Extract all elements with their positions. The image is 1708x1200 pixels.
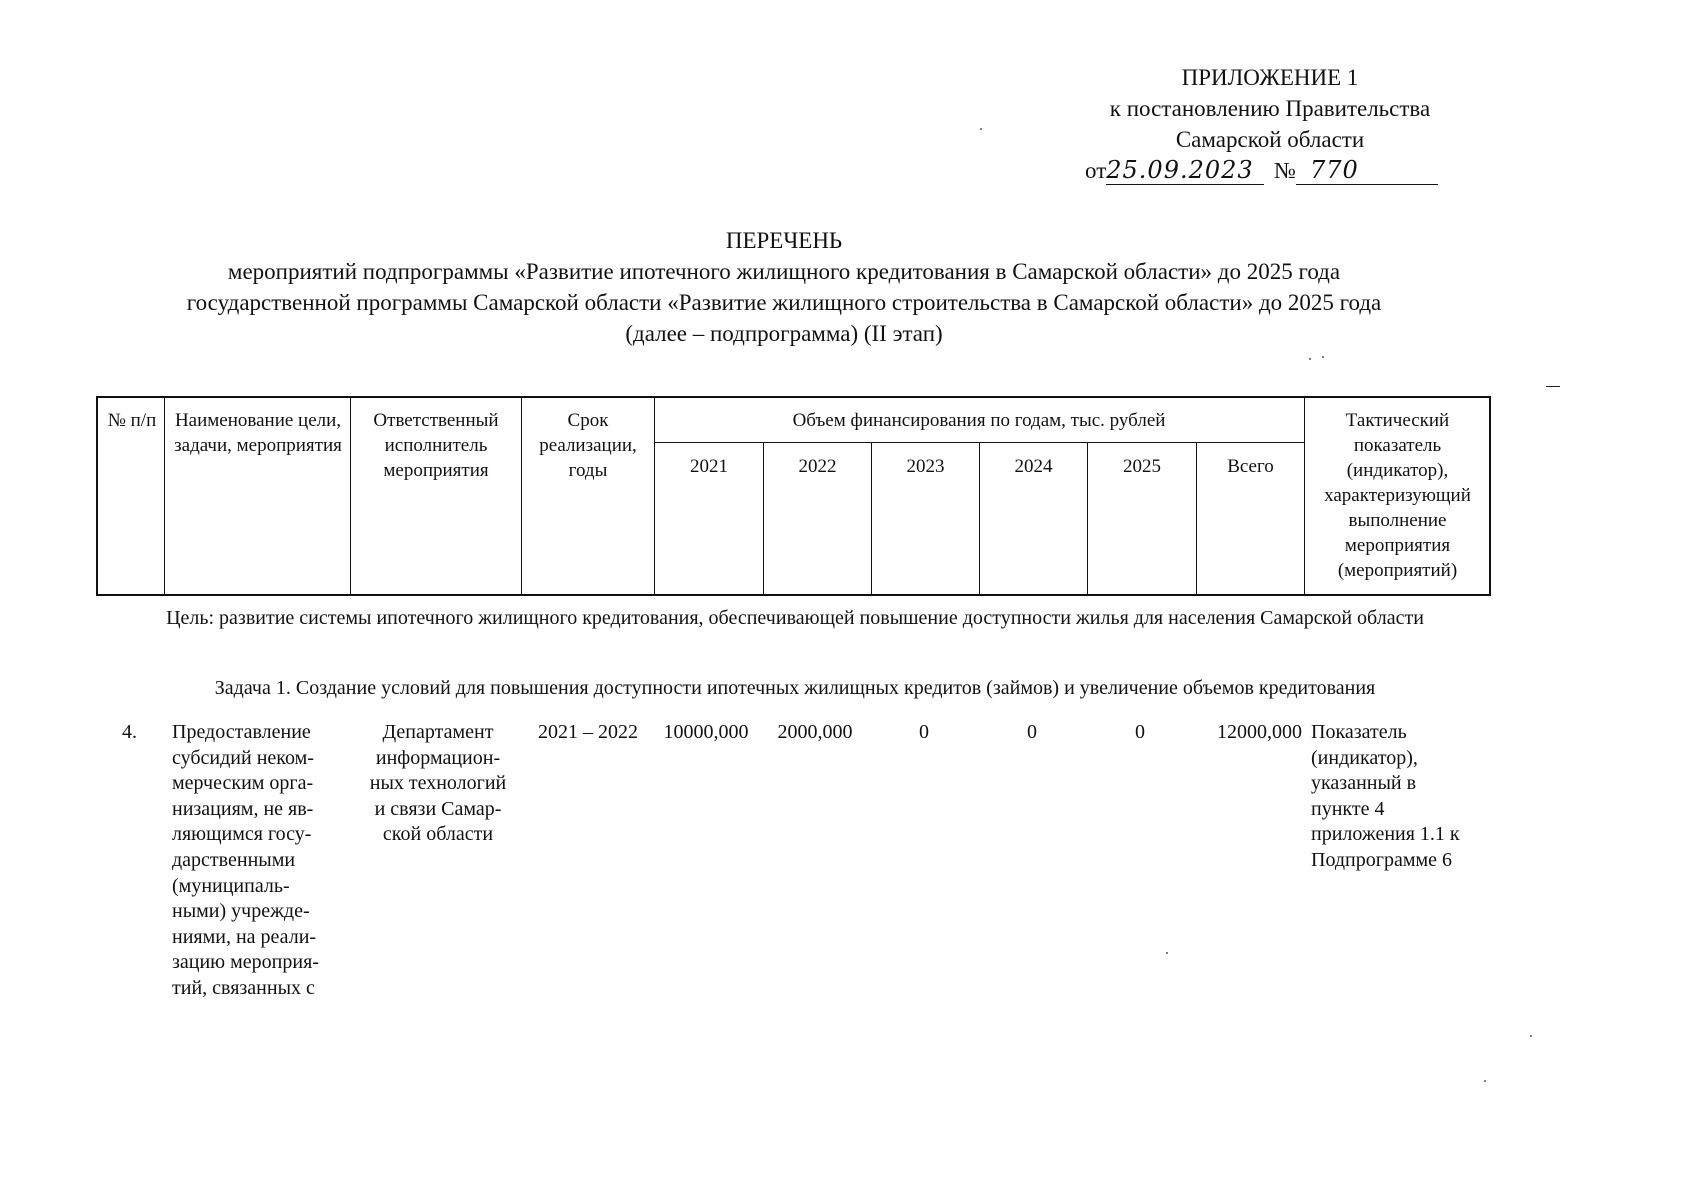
header-year-2021: 2021 — [690, 456, 728, 477]
divider — [979, 443, 980, 594]
row-name-line: дарственными — [172, 848, 296, 871]
row-term: 2021 – 2022 — [538, 721, 638, 743]
header-num: № п/п — [107, 410, 157, 431]
document-title-line-1: мероприятий подпрограммы «Развитие ипотечного жилищного кредитования в Самарской области» до 2025 года — [227, 259, 1341, 284]
handwritten-date: 25.09.2023 — [1106, 156, 1254, 184]
row-indicator-line: Подпрограмме 6 — [1311, 848, 1453, 871]
document-title-line-3: (далее – подпрограмма) (II этап) — [625, 321, 943, 346]
divider — [871, 443, 872, 594]
number-field — [1296, 157, 1438, 185]
row-value-2024: 0 — [1027, 721, 1037, 743]
row-value-2022: 2000,000 — [777, 721, 853, 743]
row-value-2025: 0 — [1135, 721, 1145, 743]
appendix-title: ПРИЛОЖЕНИЕ 1 — [1181, 65, 1359, 90]
row-value-2021: 10000,000 — [663, 721, 749, 743]
row-name-line: тий, связанных с — [172, 976, 315, 999]
task-text: Задача 1. Создание условий для повышения доступности ипотечных жилищных кредитов (займов) и увеличение объемов кредитования — [214, 677, 1376, 699]
row-value-total: 12000,000 — [1217, 721, 1302, 743]
number-sign: № — [1274, 158, 1296, 183]
date-prefix: от — [1085, 158, 1107, 183]
row-name-line: низациям, не яв- — [172, 797, 314, 820]
date-field — [1106, 157, 1264, 185]
divider — [1304, 398, 1305, 594]
row-name-line: субсидий неком- — [172, 746, 314, 769]
goal-text: Цель: развитие системы ипотечного жилищного кредитования, обеспечивающей повышение доступности жилья для населения Самарской области — [166, 607, 1424, 629]
row-indicator-line: Показатель — [1311, 721, 1407, 743]
row-name-line: ляющимся госу- — [172, 823, 312, 846]
document-heading: ПЕРЕЧЕНЬ — [725, 228, 843, 253]
row-name-line: Предоставление — [172, 721, 311, 743]
header-term: Срок реализации, годы — [539, 410, 637, 481]
scan-speck — [1530, 1035, 1532, 1037]
divider — [1087, 443, 1088, 594]
appendix-authority: Самарской области — [1175, 127, 1365, 152]
row-name-line: ниями, на реали- — [172, 925, 317, 948]
row-value-2023: 0 — [919, 721, 929, 743]
divider — [350, 398, 351, 594]
document-title-block — [60, 225, 1508, 349]
handwritten-number: 770 — [1309, 156, 1359, 184]
row-executor-line: и связи Самар- — [374, 797, 502, 820]
table-header — [96, 396, 1491, 596]
row-indicator-line: приложения 1.1 к — [1311, 823, 1460, 846]
row-num: 4. — [122, 721, 137, 743]
divider — [654, 398, 655, 594]
scan-speck — [1309, 358, 1311, 360]
row-name-line: мерческим орга- — [172, 772, 314, 795]
row-indicator-line: (индикатор), — [1311, 746, 1418, 769]
appendix-block — [1040, 62, 1500, 186]
scan-speck — [1322, 356, 1324, 358]
row-executor-line: ской области — [382, 823, 494, 846]
row-indicator-line: указанный в — [1311, 772, 1417, 795]
row-indicator-line: пункте 4 — [1311, 797, 1385, 820]
header-indicator: Тактический показатель (индикатор), характеризующий выполнение мероприятия (мероприятий) — [1324, 410, 1471, 581]
divider — [654, 442, 1304, 443]
scan-speck — [1484, 1080, 1486, 1082]
header-year-2022: 2022 — [798, 456, 837, 477]
row-executor-line: ных технологий — [369, 772, 507, 795]
row-executor-line: Департамент — [382, 721, 494, 743]
row-executor-line: информацион- — [375, 746, 501, 769]
row-name-line: (муниципаль- — [172, 874, 290, 897]
header-executor: Ответственный исполнитель мероприятия — [373, 410, 499, 481]
row-indicator — [1311, 720, 1511, 874]
header-year-2024: 2024 — [1014, 456, 1053, 477]
scan-speck — [980, 128, 982, 130]
row-name — [172, 720, 350, 1002]
header-year-2025: 2025 — [1123, 456, 1161, 477]
row-executor — [348, 720, 528, 848]
appendix-date-line — [1040, 155, 1500, 186]
document-title-line-2: государственной программы Самарской области «Развитие жилищного строительства в Самарской области» до 2025 года — [186, 290, 1382, 315]
divider — [521, 398, 522, 594]
divider — [1196, 443, 1197, 594]
row-name-line: ными) учрежде- — [172, 900, 310, 923]
scan-speck — [1166, 952, 1168, 954]
header-funding: Объем финансирования по годам, тыс. рублей — [792, 410, 1166, 431]
header-total: Всего — [1227, 456, 1274, 477]
appendix-subtitle: к постановлению Правительства — [1109, 96, 1431, 121]
edge-mark — [1546, 386, 1560, 387]
divider — [164, 398, 165, 594]
divider — [763, 443, 764, 594]
header-year-2023: 2023 — [906, 456, 945, 477]
row-name-line: зацию мероприя- — [172, 951, 319, 974]
header-name: Наименование цели, задачи, мероприятия — [174, 410, 342, 456]
